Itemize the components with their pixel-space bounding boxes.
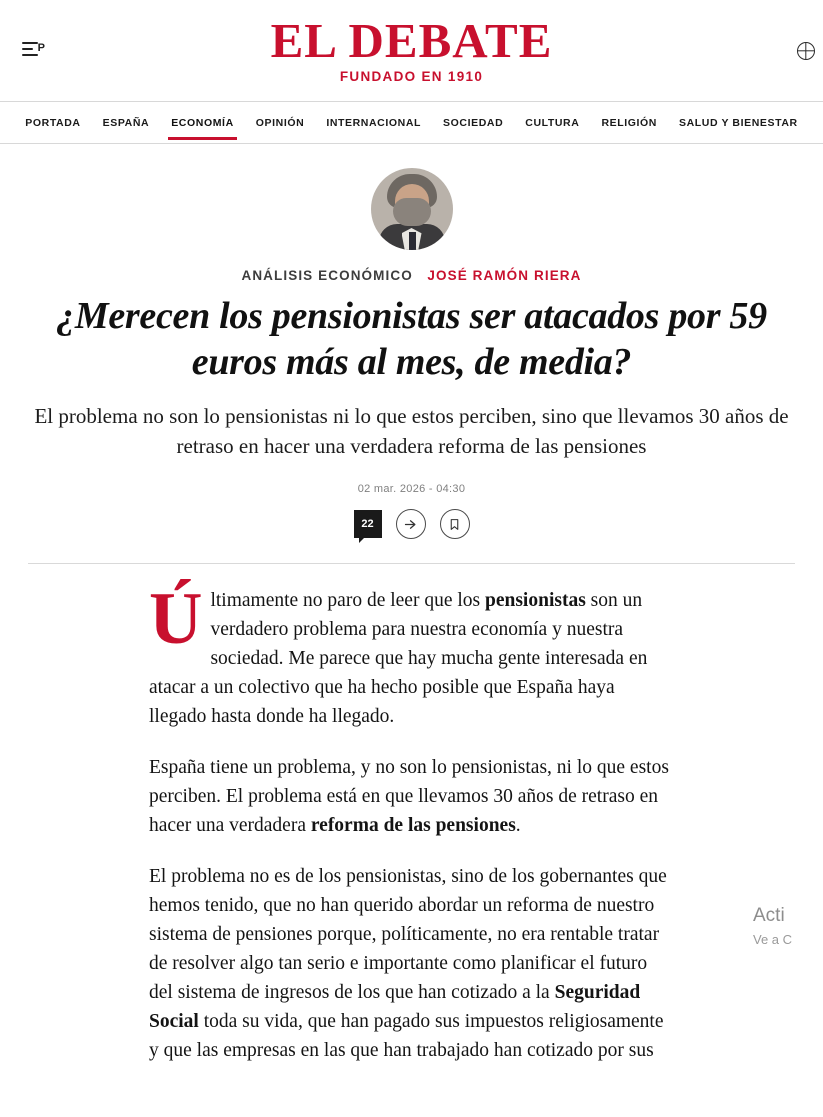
avatar-tie [409, 232, 416, 250]
paragraph-3-bold-seguridad-social: Seguridad Social [149, 982, 641, 1032]
menu-bar-2 [22, 48, 33, 50]
paragraph-2-bold-reforma: reforma de las pensiones [310, 815, 516, 836]
side-promo-line2: Ve a C [753, 932, 793, 947]
article-timestamp: 02 mar. 2026 - 04:30 [357, 483, 466, 495]
article-paragraph-2 [149, 753, 674, 840]
side-promo [753, 905, 823, 949]
article-body [149, 564, 674, 1117]
nav-item-espana[interactable]: ESPAÑA [102, 117, 150, 129]
paragraph-3-text-b: toda su vida, que han pagado sus impuestos religiosamente y que las empresas en las que han trabajado han cotizado por sus [149, 1011, 664, 1061]
paragraph-2-text-b: . [515, 815, 521, 836]
paragraph-3-text-a: El problema no es de los pensionistas, sino de los gobernantes que hemos tenido, que no han querido abordar un reforma de nuestro sistema de pensiones porque, políticamente, no era rentable tratar de resolver algo tan serio e importante como planificar el futuro del sistema de ingresos de los que han cotizado a la [149, 866, 667, 1003]
kicker-author[interactable]: JOSÉ RAMÓN RIERA [427, 268, 582, 283]
article-standfirst: El problema no son lo pensionistas ni lo que estos perciben, sino que llevamos 30 años de retraso en hacer una verdadera reforma de las pensiones [34, 404, 789, 458]
masthead [0, 0, 823, 102]
site-logo[interactable] [0, 0, 823, 84]
site-title: EL DEBATE [270, 13, 553, 68]
menu-bar-3 [22, 54, 38, 56]
article-header [0, 144, 823, 539]
bookmark-icon [448, 517, 461, 532]
menu-badge: P [37, 42, 45, 54]
nav-item-religion[interactable]: RELIGIÓN [601, 117, 657, 129]
nav-item-internacional[interactable]: INTERNACIONAL [326, 117, 422, 129]
site-tagline: FUNDADO EN 1910 [339, 69, 484, 84]
nav-item-opinion[interactable]: OPINIÓN [255, 117, 305, 129]
hamburger-menu-icon[interactable] [22, 42, 44, 58]
side-promo-line1: Acti [753, 905, 785, 926]
paragraph-2-text-a: España tiene un problema, y no son lo pensionistas, ni lo que estos perciben. El problema está en que llevamos 30 años de retraso en hacer una verdadera [149, 757, 669, 836]
article-kicker [20, 268, 803, 283]
article-paragraph-3 [149, 862, 674, 1065]
author-avatar [371, 168, 453, 250]
share-icon [403, 517, 418, 532]
nav-item-cultura[interactable]: CULTURA [525, 117, 580, 129]
globe-icon[interactable] [797, 42, 815, 60]
bookmark-button[interactable] [440, 509, 470, 539]
avatar-beard [393, 198, 431, 226]
kicker-section: ANÁLISIS ECONÓMICO [241, 268, 413, 283]
comments-count-badge[interactable]: 22 [354, 510, 382, 538]
main-nav [0, 102, 823, 144]
nav-item-salud-y-bienestar[interactable]: SALUD Y BIENESTAR [679, 117, 798, 129]
paragraph-1-bold-pensionistas: pensionistas [485, 590, 586, 611]
paragraph-1-text-b: son un verdadero problema para nuestra economía y nuestra sociedad. Me parece que hay mucha gente interesada en atacar a un colectivo que ha hecho posible que España haya llegado hasta donde ha llegado. [149, 590, 648, 727]
dropcap-letter: Ú [149, 578, 203, 660]
article-actions [20, 509, 803, 539]
nav-item-economia[interactable]: ECONOMÍA [160, 105, 245, 140]
paragraph-1-text-a: ltimamente no paro de leer que los [210, 590, 485, 611]
page-title: ¿Merecen los pensionistas ser atacados por 59 euros más al mes, de media? [56, 295, 767, 383]
article-paragraph-1 [149, 578, 674, 731]
nav-item-sociedad[interactable]: SOCIEDAD [443, 117, 504, 129]
nav-item-portada[interactable]: PORTADA [25, 117, 81, 129]
share-button[interactable] [396, 509, 426, 539]
menu-bar-1 [22, 42, 38, 44]
